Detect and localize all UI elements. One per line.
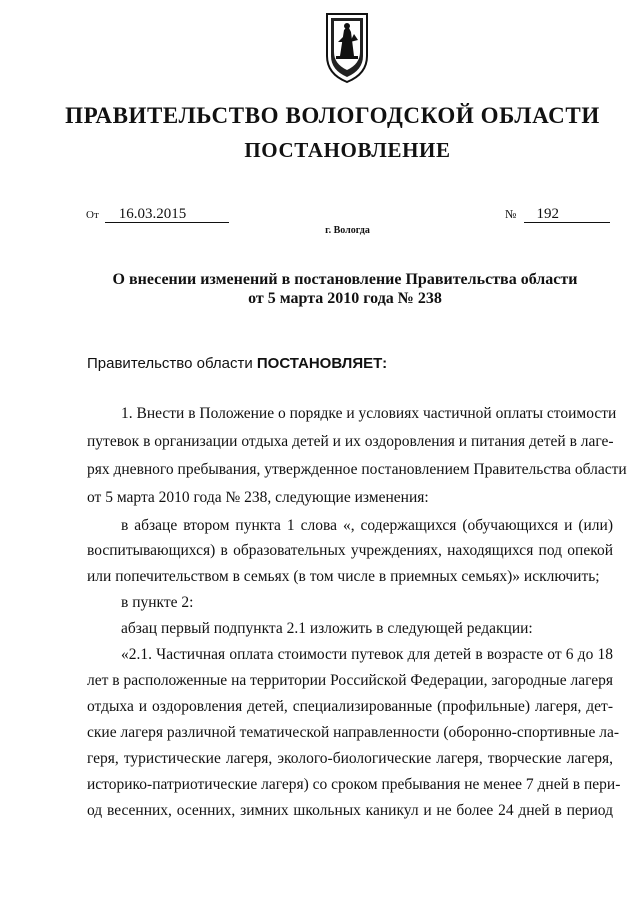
city-label: г. Вологда — [325, 225, 370, 236]
resolve-keyword: ПОСТАНОВЛЯЕТ: — [256, 355, 388, 372]
body-line: «2.1. Частичная оплата стоимости путевок для детей в возрасте от 6 до 18 — [121, 646, 613, 663]
resolve-lead: Правительство области — [87, 355, 257, 372]
body-line: од весенних, осенних, зимних школьных каникул и не более 24 дней в период — [87, 802, 613, 819]
body-line: лет в расположенные на территории Российской Федерации, загородные лагеря — [87, 672, 613, 689]
body-line: рях дневного пребывания, утвержденное постановлением Правительства области — [87, 461, 627, 478]
body-line: воспитывающихся) в образовательных учреждениях, находящихся под опекой — [87, 542, 613, 559]
document-subject — [0, 270, 640, 308]
date-value: 16.03.2015 — [105, 207, 229, 223]
body-line: ские лагеря различной тематической направленности (оборонно-спортивные ла- — [87, 724, 619, 741]
number-prefix: № — [505, 207, 517, 221]
date-prefix: От — [86, 209, 99, 221]
body-line: в пункте 2: — [121, 594, 194, 611]
subject-line-1: О внесении изменений в постановление Правительства области — [112, 271, 578, 288]
body-line: или попечительством в семьях (в том числе в приемных семьях)» исключить; — [87, 568, 600, 585]
body-line: в абзаце втором пункта 1 слова «, содержащихся (обучающихся и (или) — [121, 517, 613, 534]
number-value: 192 — [524, 207, 610, 223]
document-type: ПОСТАНОВЛЕНИЕ — [244, 138, 451, 162]
body-line: историко-патриотические лагеря) со сроком пребывания не менее 7 дней в пери- — [87, 776, 621, 793]
body-line: путевок в организации отдыха детей и их оздоровления и питания детей в лаге- — [87, 433, 614, 450]
government-title: ПРАВИТЕЛЬСТВО ВОЛОГОДСКОЙ ОБЛАСТИ — [65, 103, 600, 128]
body-line: геря, туристические лагеря, эколого-биологические лагеря, творческие лагеря, — [87, 750, 613, 767]
number-field — [505, 206, 610, 223]
body-line: абзац первый подпункта 2.1 изложить в следующей редакции: — [121, 620, 533, 637]
date-field — [86, 206, 229, 223]
coat-of-arms-emblem — [324, 12, 370, 84]
body-line: от 5 марта 2010 года № 238, следующие изменения: — [87, 489, 429, 506]
resolve-statement — [87, 354, 613, 374]
body-line: отдыха и оздоровления детей, специализированные (профильные) лагеря, дет- — [87, 698, 613, 715]
body-line: 1. Внести в Положение о порядке и условиях частичной оплаты стоимости — [121, 405, 617, 422]
subject-line-2: от 5 марта 2010 года № 238 — [248, 290, 442, 307]
